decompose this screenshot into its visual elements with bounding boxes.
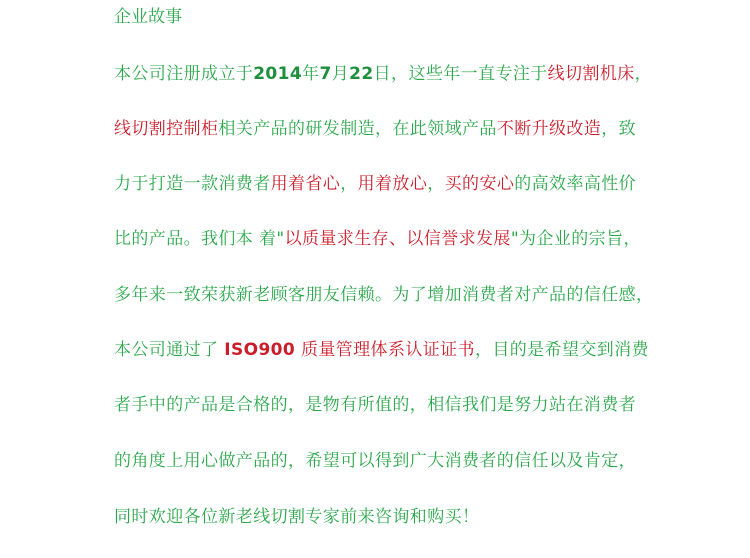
body-text: 2014 [253,64,303,84]
body-text: 多年来一致荣获新老顾客朋友信赖。为了增加消费者对产品的信任感， [114,285,654,305]
body-text: 的高效率高性价 [514,174,637,194]
highlighted-text: 用着放心 [357,174,428,194]
body-text: 月 [331,64,350,84]
story-line-8 [114,449,634,473]
story-line-1 [114,62,653,86]
highlighted-text: 线切割控制柜 [114,119,219,139]
body-text: 相关产品的研发制造，在此领域产品 [218,119,497,139]
highlighted-text: 不断升级改造 [496,119,602,139]
highlighted-text: 买的安心 [444,174,515,194]
body-text: 本公司通过了 [114,340,225,360]
story-line-7 [114,393,634,417]
body-text: 22 [349,64,374,84]
body-text: 本公司注册成立于 [114,64,254,84]
story-line-4 [114,227,641,251]
body-text: ， [340,174,358,194]
body-text: ，致 [601,119,637,139]
story-line-3 [114,172,637,196]
body-text: "为企业的宗旨， [510,229,641,249]
highlighted-text: ISO900 [224,340,296,360]
highlighted-text: 质量管理体系认证证书 [295,340,475,360]
highlighted-text: 以质量求生存、以信誉求发展 [284,229,511,249]
body-text: 年 [302,64,320,84]
highlighted-text: 用着省心 [270,174,341,194]
body-text: 力于打造一款消费者 [114,174,271,194]
body-text: ， [634,64,653,84]
body-text: 者手中的产品是合格的，是物有所值的，相信我们是努力站在消费者 [114,395,636,415]
story-line-9 [114,505,634,529]
body-text: ，目的是希望交到消费 [474,340,649,360]
story-line-6 [114,338,649,362]
body-text: 7 [319,64,332,84]
highlighted-text: 线切割机床 [547,64,635,84]
body-text: 的角度上用心做产品的，希望可以得到广大消费者的信任以及肯定， [114,451,636,471]
page-title: 企业故事 [114,7,182,27]
body-text: 比的产品。我们本 着" [114,229,285,249]
body-text: 日，这些年一直专注于 [373,64,548,84]
story-line-5 [114,283,654,307]
body-text: ， [427,174,445,194]
story-line-2 [114,117,637,141]
body-text: 同时欢迎各位新老线切割专家前来咨询和购买！ [114,507,480,527]
